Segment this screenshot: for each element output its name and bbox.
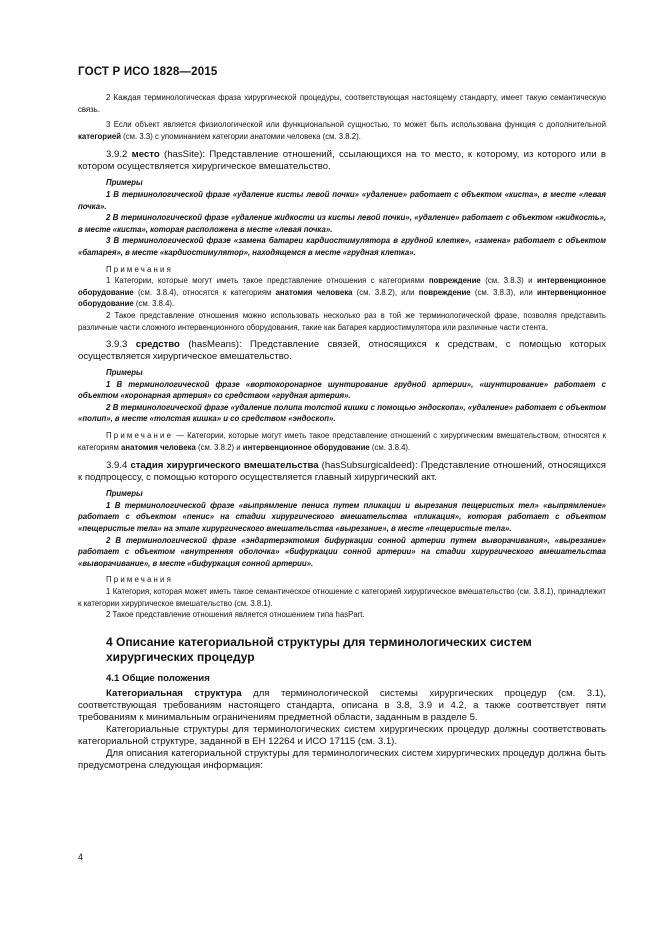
section-heading: 4 Описание категориальной структуры для терминологических систем хирургических процедур xyxy=(106,634,532,664)
example-item: 2 В терминологической фразе «удаление полипа толстой кишки с помощью эндоскопа», «удаление» работает с объектом «полип», в месте «толстая кишка» и со средством «эндоскоп». xyxy=(78,402,606,424)
note-item: 2 Такое представление отношения является отношением типа hasPart. xyxy=(106,610,365,620)
note-item: 1 Категория, которая может иметь такое семантическое отношение с категорией хирургическое вмешательство (см. 3.8.1), принадлежит к категории хирургическое вмешательство (см. 3.8.1). xyxy=(78,587,606,608)
examples-heading: Примеры xyxy=(106,489,143,499)
example-item: 3 В терминологической фразе «замена батареи кардиостимулятора в грудной клетке», «замена» работает с объектом «батарея», в месте «кардиостимулятор», находящемся в месте «грудная клетка». xyxy=(78,236,606,257)
examples-heading: Примеры xyxy=(106,368,143,378)
body-paragraph: Категориальные структуры для терминологических систем хирургических процедур должны соответствовать категориальной структуре, заданной в ЕН 12264 и ИСО 17115 (см. 3.1). xyxy=(78,723,606,747)
clause-3-9-3: 3.9.3 средство (hasMeans): Представление связей, относящихся к средствам, с помощью которых осуществляется хирургическое вмешательство. xyxy=(78,339,606,363)
example-item: 2 В терминологической фразе «удаление жидкости из кисты левой почки», «удаление» работает с объектом «жидкость», в месте «киста», которая расположена в месте «левая почка». xyxy=(78,213,606,234)
intro-note-2: 2 Каждая терминологическая фраза хирургической процедуры, соответствующая настоящему стандарту, имеет такую семантическую связь. xyxy=(78,93,606,114)
body-paragraph: Категориальная структура для терминологической системы хирургических процедур (см. 3.1), соответствующая требованиям настоящего стандарта, описана в 3.8, 3.9 и 4.2, а также соответствует пяти требованиям к минимальным ограничениям предметной области, заданным в разделе 5. xyxy=(78,687,606,723)
clause-3-9-2: 3.9.2 место (hasSite): Представление отношений, ссылающихся на то место, к которому, из которого или в котором осуществляется хирургическое вмешательство. xyxy=(78,149,606,173)
example-item: 1 В терминологической фразе «вортокоронарное шунтирование грудной артерии», «шунтирование» работает с объектом «коронарная артерия» со средством «грудная артерия». xyxy=(78,379,606,401)
examples-heading: Примеры xyxy=(106,178,143,188)
intro-note-3: 3 Если объект является физиологической или функциональной сущностью, то может быть использована функция с дополнительной категорией (см. 3.3) с упоминанием категории анатомии человека (см. 3.8.2). xyxy=(78,120,606,141)
body-paragraph: Для описания категориальной структуры для терминологических систем хирургических процедур должна быть предусмотрена следующая информация: xyxy=(78,747,606,771)
note-item: 2 Такое представление отношения можно использовать несколько раз в той же терминологической фразе, позволяя представить различные части сложного интервенционного оборудования, такие как батарея кардиостимулятора или различные части стента. xyxy=(78,310,606,332)
page-content xyxy=(78,92,606,772)
example-item: 1 В терминологической фразе «выпрямление пениса путем пликации и вырезания пещеристых тел» «выпрямление» работает с объектом «пенис» на стадии хирургического вмешательства «пликация», которая работает с объектом «пещеристые тела» на этапе хирургического вмешательства «вырезание», в месте «пещеристые тела». xyxy=(78,500,606,534)
note-item: Примечание — Категории, которые могут иметь такое представление отношений с хирургическим вмешательством, относятся к категориям анатомия человека (см. 3.8.2) и интервенционное оборудование (см. 3.8.4). xyxy=(78,431,606,452)
note-item: 1 Категории, которые могут иметь такое представление отношения с категориями повреждение (см. 3.8.3) и интервенционное оборудование (см. 3.8.4), относятся к категориям анатомия человека (см. 3.8.2), или повреждение (см. 3.8.3), или интервенционное оборудование (см. 3.8.4). xyxy=(78,276,606,309)
document-header: ГОСТ Р ИСО 1828—2015 xyxy=(78,66,218,78)
page-number: 4 xyxy=(78,852,84,862)
subsection-heading: 4.1 Общие положения xyxy=(106,672,210,684)
example-item: 2 В терминологической фразе «эндартерэктомия бифуркации сонной артерии путем выворачивания», «вырезание» работает с объектом «внутренняя оболочка» «бифуркации сонной артерии» на стадии хирургического вмешательства «выворачивание», в месте «бифуркация сонной артерии». xyxy=(78,535,606,568)
notes-heading: Примечания xyxy=(106,575,174,585)
notes-heading: Примечания xyxy=(106,264,174,274)
example-item: 1 В терминологической фразе «удаление кисты левой почки» «удаление» работает с объектом «киста», в месте «левая почка». xyxy=(78,189,606,211)
clause-3-9-4: 3.9.4 стадия хирургического вмешательства (hasSubsurgicaldeed): Представление отношений, относящихся к подпроцессу, с помощью которого осуществляется главный хирургический акт. xyxy=(78,460,606,484)
